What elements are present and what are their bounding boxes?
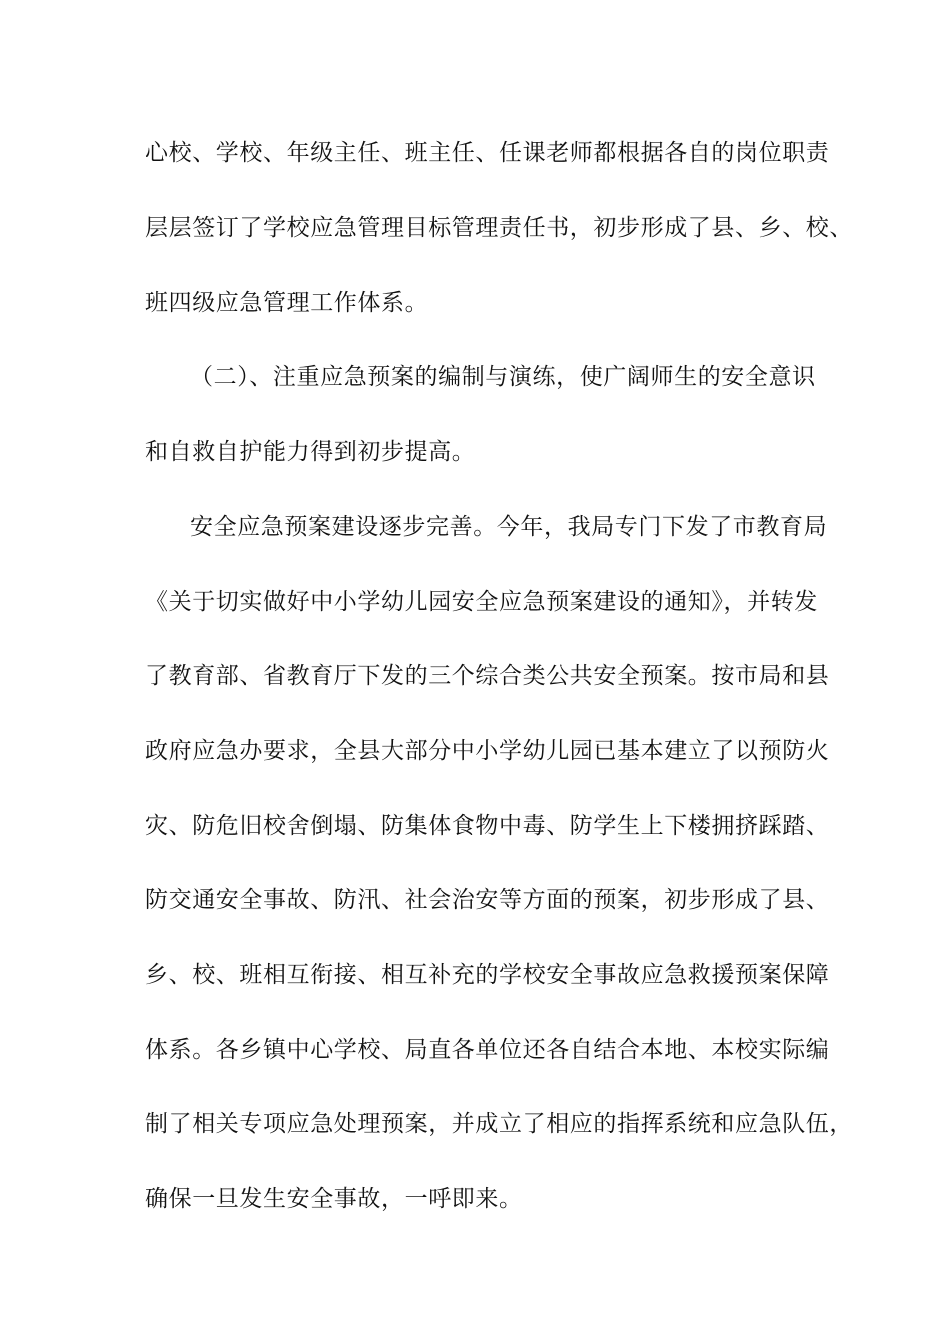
paragraph-line: 《关于切实做好中小学幼儿园安全应急预案建设的通知》，并转发 — [145, 589, 818, 615]
paragraph-line: 体系。各乡镇中心学校、局直各单位还各自结合本地、本校实际编 — [145, 1037, 830, 1063]
paragraph-line: 制了相关专项应急处理预案，并成立了相应的指挥系统和应急队伍， — [145, 1111, 853, 1137]
paragraph-line: 确保一旦发生安全事故，一呼即来。 — [145, 1186, 523, 1212]
paragraph-line: 层层签订了学校应急管理目标管理责任书，初步形成了县、乡、校、 — [145, 215, 853, 241]
paragraph-line: 政府应急办要求，全县大部分中小学幼儿园已基本建立了以预防火 — [145, 738, 830, 764]
paragraph-line: 心校、学校、年级主任、班主任、任课老师都根据各自的岗位职责 — [145, 140, 830, 166]
paragraph-line: 班四级应急管理工作体系。 — [145, 290, 429, 316]
paragraph-line: 防交通安全事故、防汛、社会治安等方面的预案，初步形成了县、 — [145, 887, 830, 913]
paragraph-line: 乡、校、班相互衔接、相互补充的学校安全事故应急救援预案保障 — [145, 962, 830, 988]
paragraph-line: 了教育部、省教育厅下发的三个综合类公共安全预案。按市局和县 — [145, 663, 830, 689]
paragraph-line: 灾、防危旧校舍倒塌、防集体食物中毒、防学生上下楼拥挤踩踏、 — [145, 813, 830, 839]
section-heading-line: （二）、注重应急预案的编制与演练，使广阔师生的安全意识 — [190, 364, 816, 390]
paragraph-line: 安全应急预案建设逐步完善。今年，我局专门下发了市教育局 — [190, 514, 828, 540]
section-heading-line: 和自救自护能力得到初步提高。 — [145, 439, 476, 465]
